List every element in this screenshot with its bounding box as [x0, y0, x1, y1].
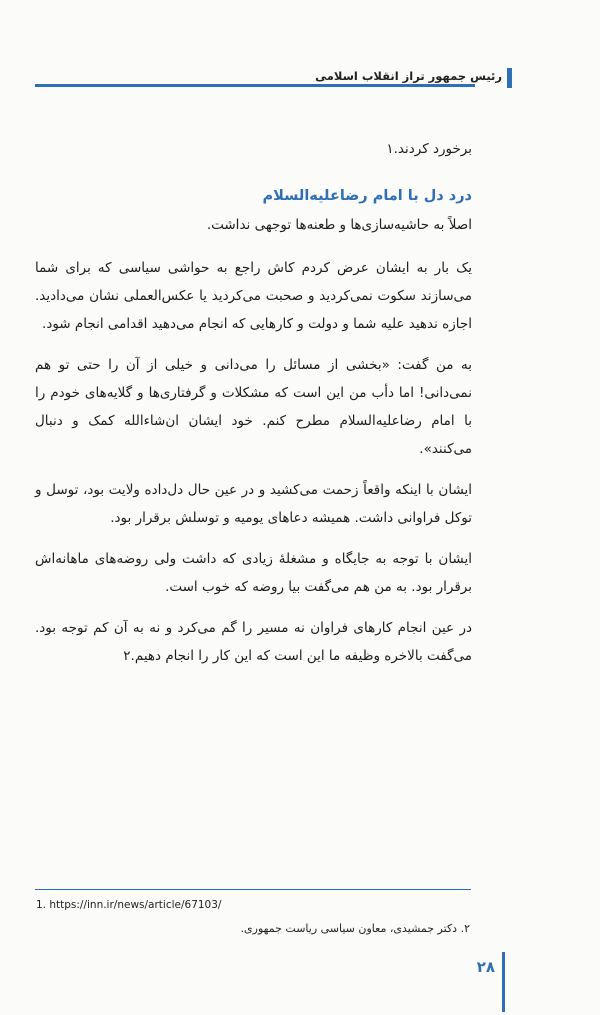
- footnote-divider: [35, 889, 471, 890]
- running-header-title: رئیس جمهور تراز انقلاب اسلامی: [315, 69, 502, 83]
- paragraph-5: ایشان با توجه به جایگاه و مشغلهٔ زیادی که داشت ولی روضه‌های ماهانه‌اش برقرار بود. به من هم می‌گفت بیا روضه که خوب است.: [35, 551, 472, 595]
- paragraph-6: در عین انجام کارهای فراوان نه مسیر را گم می‌کرد و نه به آن کم توجه بود. می‌گفت بالاخره وظیفه ما این است که این کار را انجام دهیم.۲: [35, 620, 472, 664]
- header-accent-mark: [507, 68, 512, 88]
- paragraph-4: ایشان با اینکه واقعاً زحمت می‌کشید و در عین حال دل‌داده ولایت بود، توسل و توکل فراوانی داشت. همیشه دعاهای یومیه و توسلش برقرار بود.: [35, 482, 472, 526]
- paragraph-2: یک بار به ایشان عرض کردم کاش راجع به حواشی سیاسی که برای شما می‌سازند سکوت نمی‌کردید و صحبت می‌کردید یا عکس‌العملی نشان می‌دادید. اجازه ندهید علیه شما و دولت و کارهایی که انجام می‌دهید اقدامی انجام شود.: [35, 260, 472, 332]
- header-rule: [35, 84, 475, 87]
- paragraph-1: اصلاً به حاشیه‌سازی‌ها و طعنه‌ها توجهی نداشت.: [206, 217, 472, 233]
- page-number: ۲۸: [476, 958, 495, 976]
- page-number-accent: [502, 952, 505, 1012]
- section-heading: درد دل با امام رضاعلیه‌السلام: [262, 188, 472, 204]
- footnote-1: 1. https://inn.ir/news/article/67103/: [36, 899, 222, 911]
- opening-line: برخورد کردند.۱: [386, 141, 472, 157]
- page-body: [35, 135, 472, 683]
- paragraph-3: به من گفت: «بخشی از مسائل را می‌دانی و خیلی از آن را حتی تو هم نمی‌دانی! اما دأب من این است که مشکلات و گرفتاری‌ها و گلایه‌های خودم را با امام رضاعلیه‌السلام مطرح کنم. خود ایشان ان‌شاءالله کمک و دنبال می‌کنند».: [35, 357, 472, 457]
- footnote-2: ۲. دکتر جمشیدی، معاون سیاسی ریاست جمهوری.: [240, 922, 470, 935]
